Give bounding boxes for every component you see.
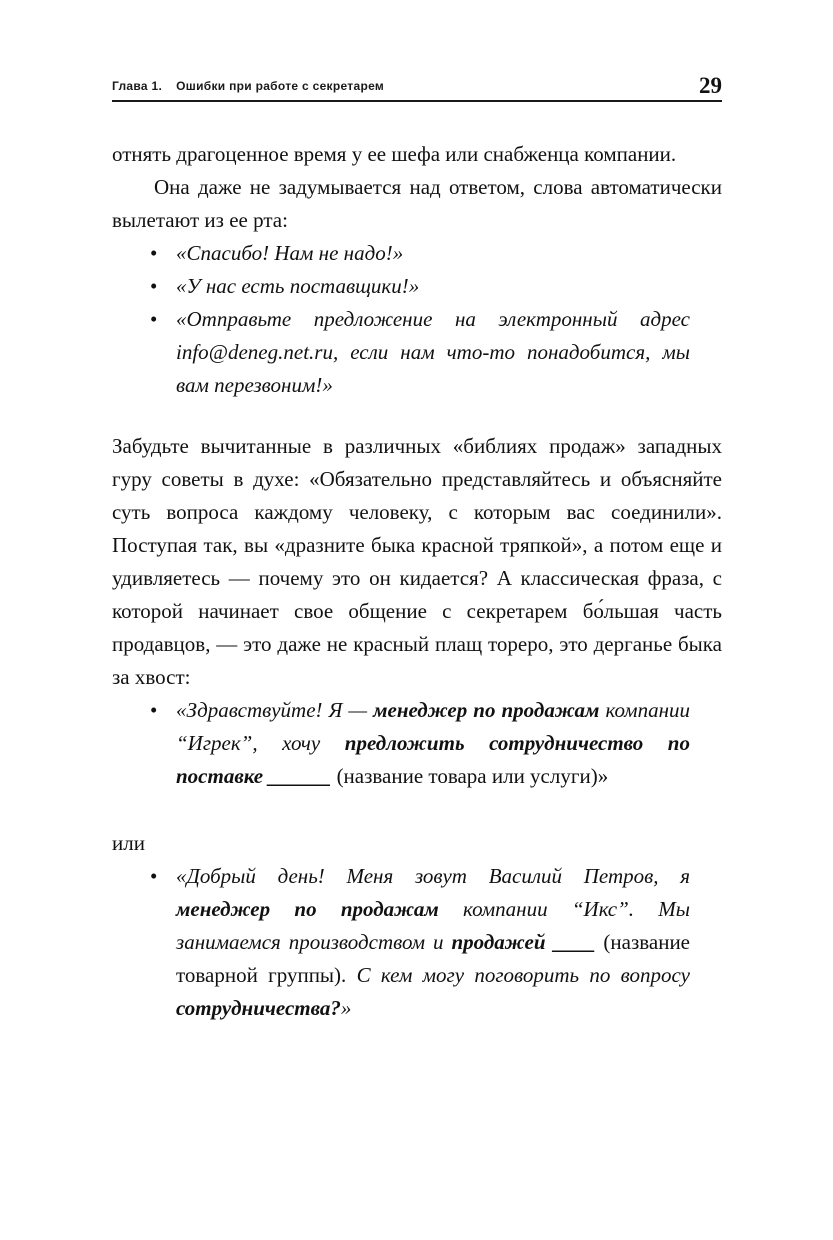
list-item-text: «Спасибо! Нам не надо!»: [176, 241, 404, 265]
list-item: [150, 694, 690, 793]
page-number: 29: [699, 73, 722, 98]
bullet-list: [112, 694, 722, 793]
paragraph: или: [112, 831, 145, 855]
page-header: [112, 74, 722, 100]
text-run: сотрудничества?: [176, 996, 341, 1020]
text-run: (название товарной группы).: [176, 930, 691, 987]
paragraph: отнять драгоценное время у ее шефа или снабженца компании.: [112, 142, 677, 166]
list-item-text: «Отправьте предложение на электронный адрес info@deneg.net.ru, если нам что-то понадобится, мы вам перезвоним!»: [176, 307, 690, 397]
text-run: компании “Игрек”, хочу: [176, 698, 690, 755]
page-body: [112, 138, 722, 1025]
text-run: менеджер по продажам: [373, 698, 600, 722]
text-run: «Добрый день! Меня зовут Василий Петров, я: [176, 864, 690, 888]
text-run: компании “Икс”. Мы занимаемся производством и: [176, 897, 690, 954]
text-run: »: [340, 996, 352, 1020]
paragraph: Забудьте вычитанные в различных «библиях продаж» западных гуру советы в духе: «Обязательно представляйтесь и объясняйте суть вопроса каждому человеку, с которым вас соединили». Поступая так, вы «дразните быка красной тряпкой», а потом еще и удивляетесь — почему это он кидается? А классическая фраза, с которой начинает свое общение с секретарем бо́льшая часть продавцов, — это даже не красный плащ тореро, это дерганье быка за хвост:: [112, 434, 722, 689]
chapter-label: Глава 1.: [112, 79, 163, 93]
chapter-title: Ошибки при работе с секретарем: [176, 79, 385, 93]
list-item-text: «У нас есть поставщики!»: [176, 274, 420, 298]
list-item: [150, 237, 690, 270]
header-rule: [112, 100, 722, 102]
bullet-icon: •: [150, 307, 158, 331]
text-run: предложить сотрудничество по поставке ______: [176, 731, 690, 788]
text-run: продажей ____: [451, 930, 596, 954]
bullet-icon: •: [150, 698, 158, 722]
bullet-icon: •: [150, 864, 158, 888]
text-run: «Здравствуйте! Я —: [176, 698, 374, 722]
bullet-list: [112, 860, 722, 1025]
bullet-icon: •: [150, 241, 158, 265]
bullet-list: [112, 237, 722, 402]
text-run: (название товара или услуги)»: [331, 764, 609, 788]
list-item: [150, 270, 690, 303]
list-item: [150, 860, 691, 1025]
bullet-icon: •: [150, 274, 158, 298]
paragraph: Она даже не задумывается над ответом, слова автоматически вылетают из ее рта:: [112, 175, 722, 232]
list-item: [150, 303, 690, 402]
text-run: С кем могу поговорить по вопросу: [356, 963, 690, 987]
text-run: менеджер по продажам: [176, 897, 439, 921]
running-head: [112, 79, 384, 100]
